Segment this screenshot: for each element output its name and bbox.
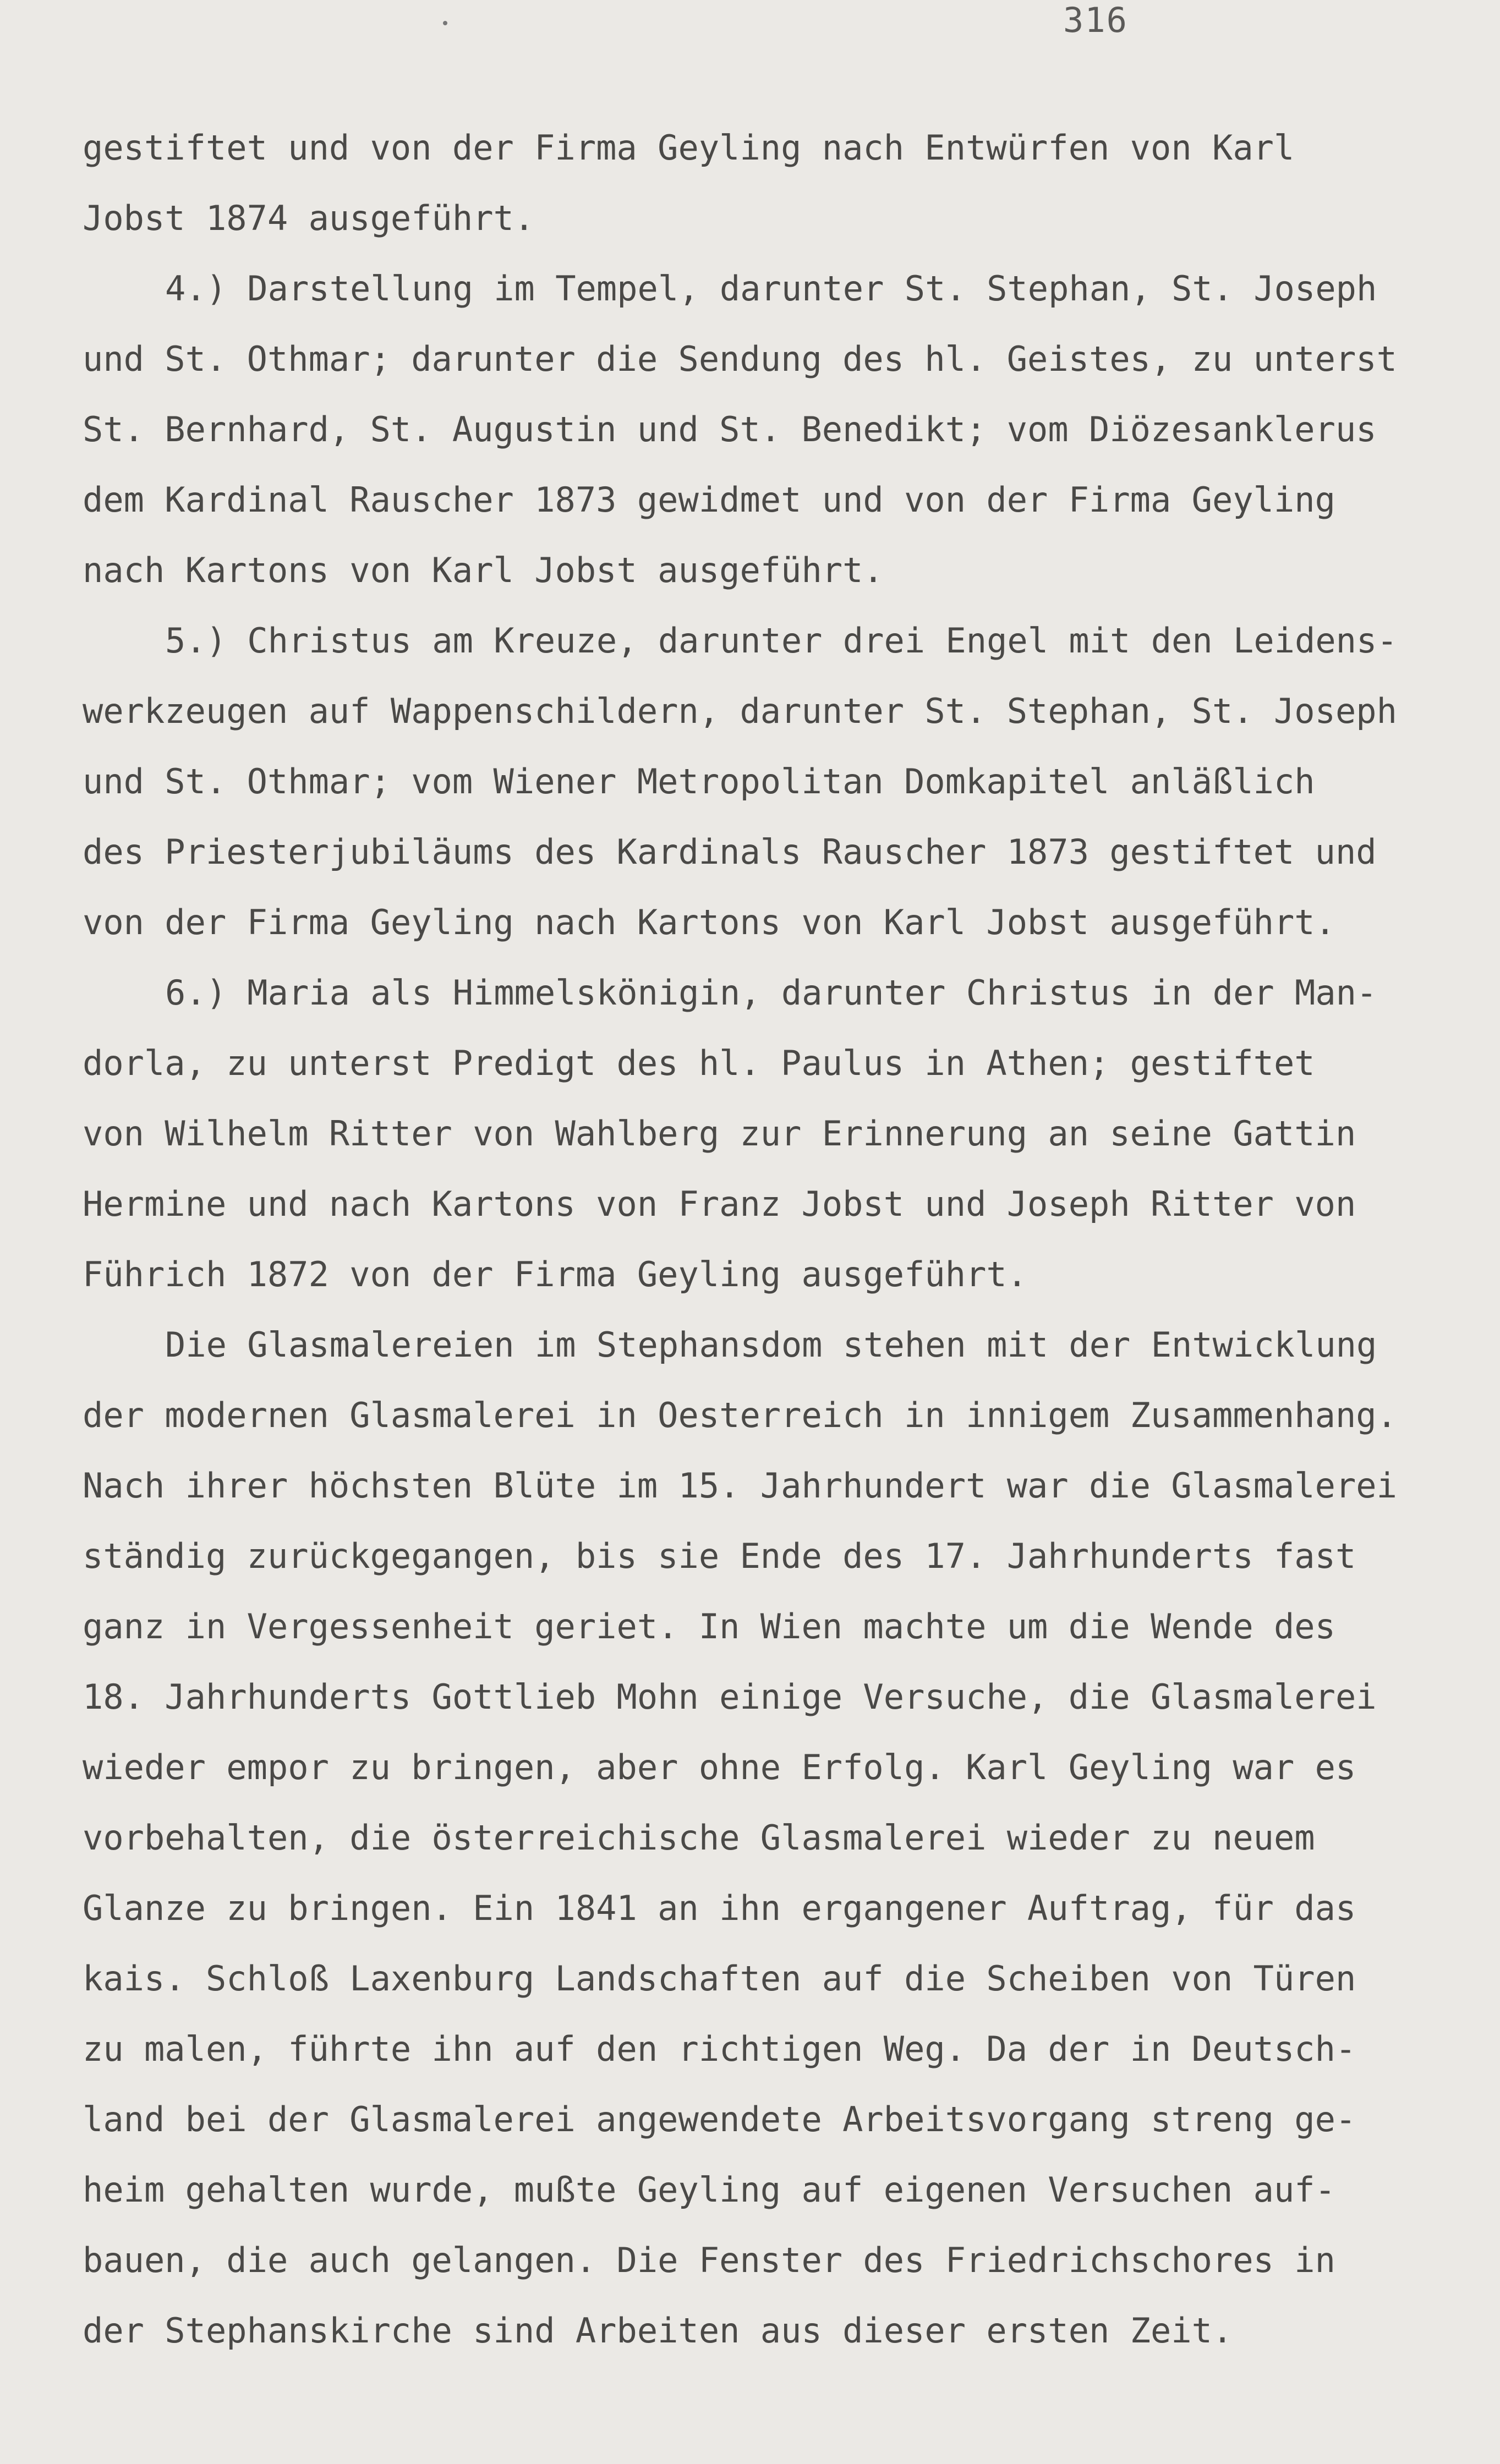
text-line: zu malen, führte ihn auf den richtigen Weg. Da der in Deutsch- (83, 2029, 1356, 2069)
text-line: der Stephanskirche sind Arbeiten aus dieser ersten Zeit. (83, 2311, 1233, 2351)
text-line: der modernen Glasmalerei in Oesterreich in innigem Zusammenhang. (83, 1395, 1397, 1435)
text-line: ganz in Vergessenheit geriet. In Wien machte um die Wende des (83, 1606, 1335, 1647)
text-line: Glanze zu bringen. Ein 1841 an ihn ergangener Auftrag, für das (83, 1888, 1356, 1928)
body-text (83, 113, 1480, 2366)
text-line: dorla, zu unterst Predigt des hl. Paulus in Athen; gestiftet (83, 1043, 1315, 1083)
paragraph-glasmalereien: Die Glasmalereien im Stephansdom stehen mit der Entwicklung (165, 1325, 1377, 1365)
text-line: 18. Jahrhunderts Gottlieb Mohn einige Versuche, die Glasmalerei (83, 1677, 1377, 1717)
text-line: heim gehalten wurde, mußte Geyling auf eigenen Versuchen auf- (83, 2170, 1335, 2210)
text-line: werkzeugen auf Wappenschildern, darunter St. Stephan, St. Joseph (83, 691, 1397, 731)
text-line: des Priesterjubiläums des Kardinals Rauscher 1873 gestiftet und (83, 832, 1377, 872)
text-line: St. Bernhard, St. Augustin und St. Benedikt; vom Diözesanklerus (83, 409, 1377, 449)
text-line: und St. Othmar; vom Wiener Metropolitan Domkapitel anläßlich (83, 761, 1315, 802)
text-line: von der Firma Geyling nach Kartons von Karl Jobst ausgeführt. (83, 902, 1335, 942)
text-line: bauen, die auch gelangen. Die Fenster des Friedrichschores in (83, 2240, 1335, 2280)
text-line: Führich 1872 von der Firma Geyling ausgeführt. (83, 1254, 1028, 1294)
text-line: nach Kartons von Karl Jobst ausgeführt. (83, 550, 884, 590)
ink-dot (443, 21, 447, 25)
text-line: und St. Othmar; darunter die Sendung des hl. Geistes, zu unterst (83, 339, 1397, 379)
text-line: Nach ihrer höchsten Blüte im 15. Jahrhundert war die Glasmalerei (83, 1466, 1397, 1506)
text-line: Hermine und nach Kartons von Franz Jobst und Joseph Ritter von (83, 1184, 1356, 1224)
text-line: dem Kardinal Rauscher 1873 gewidmet und von der Firma Geyling (83, 480, 1335, 520)
text-line: ständig zurückgegangen, bis sie Ende des 17. Jahrhunderts fast (83, 1536, 1356, 1576)
paragraph-item-4: 4.) Darstellung im Tempel, darunter St. Stephan, St. Joseph (165, 268, 1377, 309)
text-line: vorbehalten, die österreichische Glasmalerei wieder zu neuem (83, 1818, 1315, 1858)
text-line: Jobst 1874 ausgeführt. (83, 198, 535, 238)
paragraph-item-5: 5.) Christus am Kreuze, darunter drei Engel mit den Leidens- (165, 621, 1398, 661)
page-number: 316 (1063, 0, 1128, 40)
paragraph-item-6: 6.) Maria als Himmelskönigin, darunter Christus in der Man- (165, 973, 1377, 1013)
text-line: von Wilhelm Ritter von Wahlberg zur Erinnerung an seine Gattin (83, 1113, 1356, 1154)
text-line: land bei der Glasmalerei angewendete Arbeitsvorgang streng ge- (83, 2099, 1356, 2139)
text-line: wieder empor zu bringen, aber ohne Erfolg. Karl Geyling war es (83, 1747, 1356, 1787)
text-line: kais. Schloß Laxenburg Landschaften auf die Scheiben von Türen (83, 1958, 1356, 1999)
text-line: gestiftet und von der Firma Geyling nach Entwürfen von Karl (83, 128, 1295, 168)
